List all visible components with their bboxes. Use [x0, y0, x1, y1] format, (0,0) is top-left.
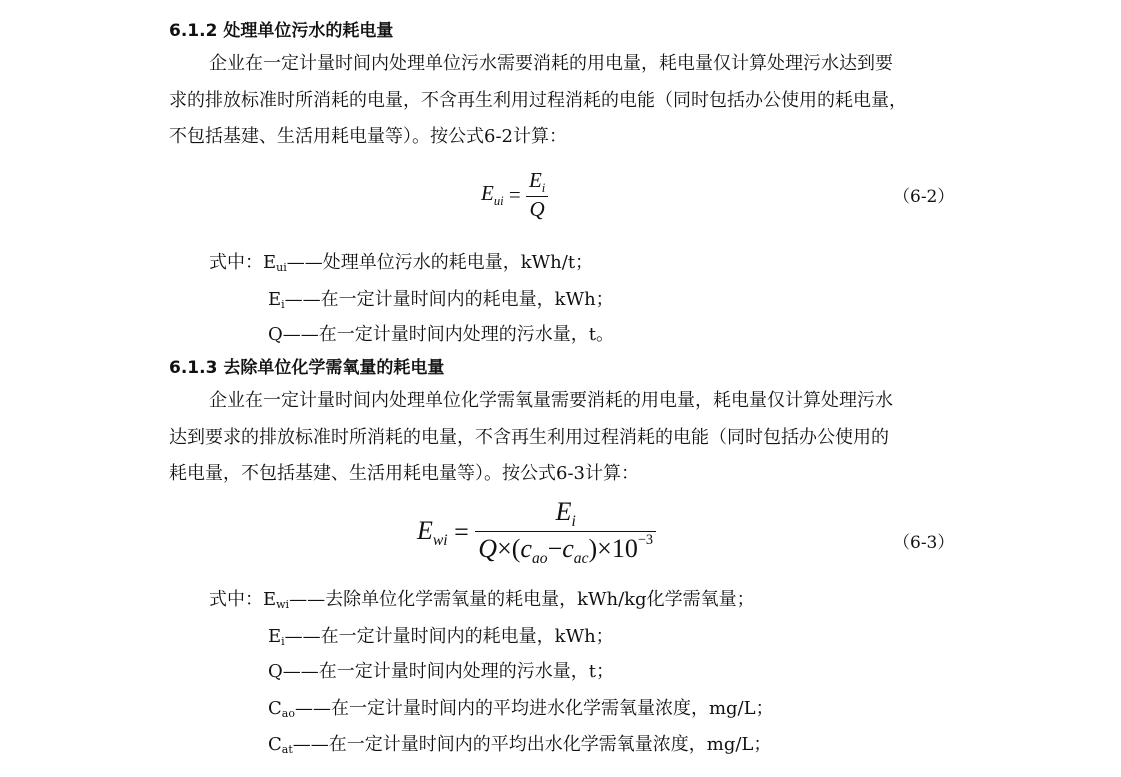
formula-6-2: $E_{ui}$ = $\frac{E_i}{Q}$	[481, 168, 548, 222]
equation-number: （6-2）	[893, 187, 955, 207]
paragraph-line: 企业在一定计量时间内处理单位污水需要消耗的用电量，耗电量仅计算处理污水达到要	[209, 53, 893, 74]
definition-line: Q——在一定计量时间内处理的污水量，t。	[268, 324, 614, 345]
section-heading-6-1-2: 6.1.2 处理单位污水的耗电量	[169, 21, 394, 41]
definition-line: 式中：$E_{ui}——$处理单位污水的耗电量，kWh/t；	[209, 252, 594, 274]
formula-lhs: $E_{wi}$	[417, 515, 448, 549]
definition-line: $E_i——$在一定计量时间内的耗电量，kWh；	[268, 626, 614, 648]
definition-line: Q——在一定计量时间内处理的污水量，t；	[268, 661, 614, 682]
equation-number: （6-3）	[893, 533, 955, 553]
paragraph-line: 企业在一定计量时间内处理单位化学需氧量需要消耗的用电量，耗电量仅计算处理污水	[209, 390, 893, 411]
paragraph-line: 求的排放标准时所消耗的电量，不含再生利用过程消耗的电能（同时包括办公使用的耗电量，	[169, 90, 907, 111]
section-heading-6-1-3: 6.1.3 去除单位化学需氧量的耗电量	[169, 358, 445, 378]
paragraph-line: 不包括基建、生活用耗电量等）。按公式6-2计算：	[169, 126, 567, 147]
formula-fraction: $\frac{E_i}{Q}$	[526, 168, 548, 222]
paragraph-line: 达到要求的排放标准时所消耗的电量，不含再生利用过程消耗的电能（同时包括办公使用的	[169, 427, 889, 448]
definition-line: $E_i——$在一定计量时间内的耗电量，kWh；	[268, 289, 614, 311]
formula-fraction: $\frac{E_i}{Q\times(c_{ao}-c_{ac})\times 10^{-3}}$	[475, 497, 656, 568]
paragraph-line: 耗电量，不包括基建、生活用耗电量等）。按公式6-3计算：	[169, 463, 639, 484]
definition-line: 式中：$E_{wi}——$去除单位化学需氧量的耗电量，kWh/kg化学需氧量；	[209, 589, 755, 611]
formula-6-3: $E_{wi}$ = $\frac{E_i}{Q\times(c_{ao}-c_{ac})\times 10^{-3}}$	[417, 497, 656, 568]
definition-line: $C_{at}——$在一定计量时间内的平均出水化学需氧量浓度，mg/L；	[268, 734, 772, 756]
formula-lhs: $E_{ui}$	[481, 181, 504, 209]
definition-line: $C_{ao}——$在一定计量时间内的平均进水化学需氧量浓度，mg/L；	[268, 698, 774, 720]
